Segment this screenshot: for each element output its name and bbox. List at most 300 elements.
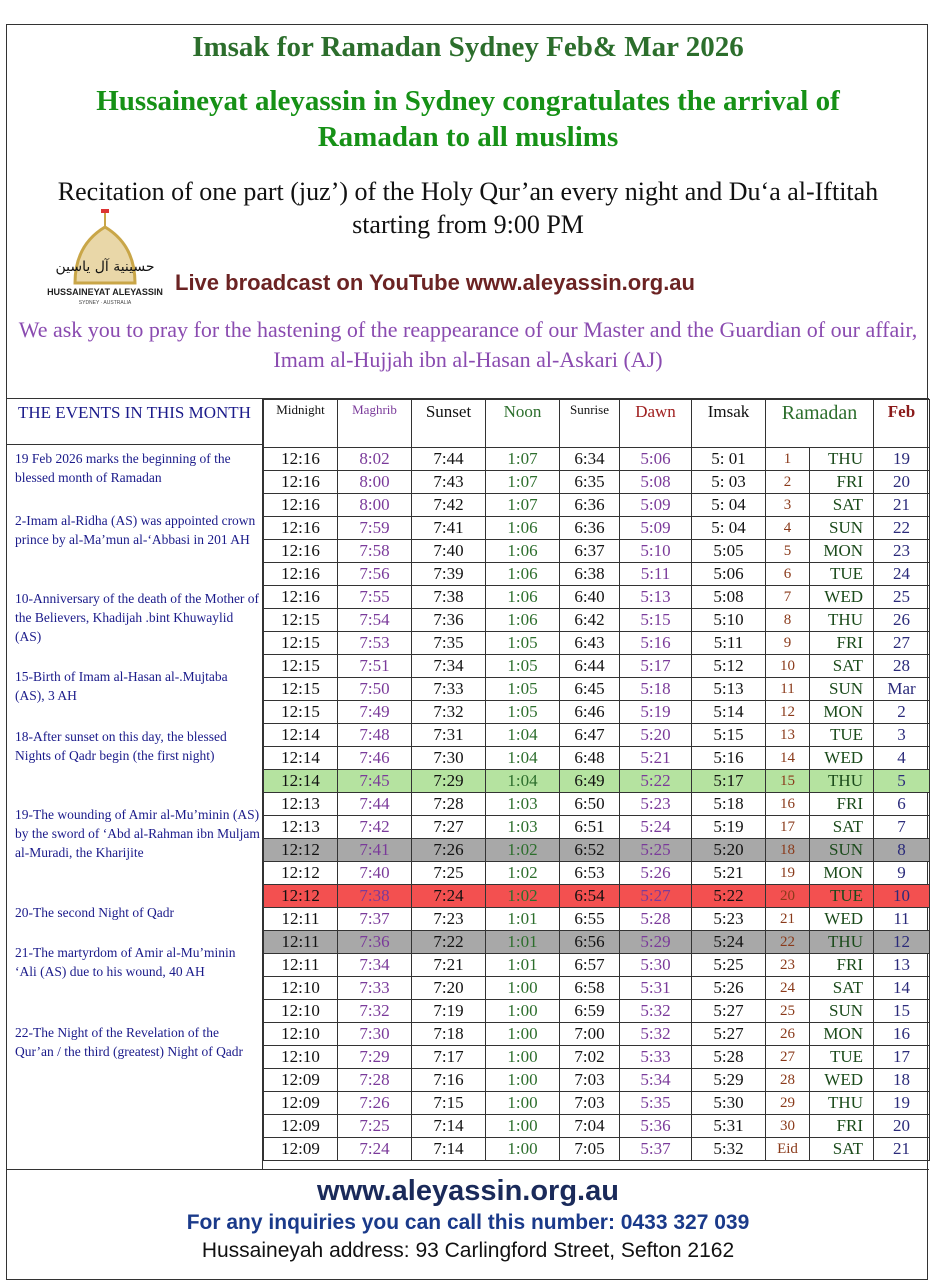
date-cell: 15 — [874, 1000, 930, 1023]
weekday-cell: TUE — [810, 563, 874, 586]
midnight-cell: 12:16 — [264, 517, 338, 540]
maghrib-cell: 7:54 — [338, 609, 412, 632]
noon-cell: 1:00 — [486, 1115, 560, 1138]
noon-cell: 1:05 — [486, 701, 560, 724]
date-cell: 8 — [874, 839, 930, 862]
table-row — [264, 1046, 930, 1069]
dawn-cell: 5:23 — [620, 793, 692, 816]
ramadan-day-cell: 7 — [766, 586, 810, 609]
table-row — [264, 586, 930, 609]
imsak-cell: 5:24 — [692, 931, 766, 954]
maghrib-cell: 7:49 — [338, 701, 412, 724]
sunrise-cell: 6:57 — [560, 954, 620, 977]
midnight-cell: 12:16 — [264, 563, 338, 586]
ramadan-day-cell: 1 — [766, 448, 810, 471]
noon-cell: 1:03 — [486, 816, 560, 839]
imsak-cell: 5:23 — [692, 908, 766, 931]
sunset-cell: 7:29 — [412, 770, 486, 793]
date-cell: 13 — [874, 954, 930, 977]
event-item: 21-The martyrdom of Amir al-Mu’minin ‘Ali (AS) due to his wound, 40 AH — [15, 945, 236, 979]
weekday-cell: MON — [810, 1023, 874, 1046]
header-sunrise: Sunrise — [560, 400, 620, 448]
table-body — [264, 448, 930, 1161]
imsak-cell: 5:16 — [692, 747, 766, 770]
maghrib-cell: 7:59 — [338, 517, 412, 540]
weekday-cell: SUN — [810, 839, 874, 862]
sunset-cell: 7:21 — [412, 954, 486, 977]
sunset-cell: 7:26 — [412, 839, 486, 862]
sunrise-cell: 6:59 — [560, 1000, 620, 1023]
sunset-cell: 7:39 — [412, 563, 486, 586]
date-cell: 19 — [874, 448, 930, 471]
sunrise-cell: 6:48 — [560, 747, 620, 770]
midnight-cell: 12:12 — [264, 885, 338, 908]
sunrise-cell: 6:43 — [560, 632, 620, 655]
noon-cell: 1:07 — [486, 448, 560, 471]
timetable-page — [6, 24, 928, 1280]
maghrib-cell: 7:32 — [338, 1000, 412, 1023]
sunset-cell: 7:14 — [412, 1138, 486, 1161]
sunset-cell: 7:18 — [412, 1023, 486, 1046]
midnight-cell: 12:11 — [264, 954, 338, 977]
midnight-cell: 12:16 — [264, 448, 338, 471]
dawn-cell: 5:36 — [620, 1115, 692, 1138]
sunrise-cell: 6:35 — [560, 471, 620, 494]
dawn-cell: 5:28 — [620, 908, 692, 931]
table-row — [264, 862, 930, 885]
event-item: 22-The Night of the Revelation of the Qur’an / the third (greatest) Night of Qadr — [15, 1025, 244, 1059]
ramadan-day-cell: 5 — [766, 540, 810, 563]
imsak-cell: 5:15 — [692, 724, 766, 747]
ramadan-day-cell: 19 — [766, 862, 810, 885]
imsak-cell: 5:27 — [692, 1000, 766, 1023]
sunset-cell: 7:25 — [412, 862, 486, 885]
midnight-cell: 12:09 — [264, 1069, 338, 1092]
dawn-cell: 5:26 — [620, 862, 692, 885]
weekday-cell: SUN — [810, 517, 874, 540]
maghrib-cell: 7:25 — [338, 1115, 412, 1138]
header-sunset: Sunset — [412, 400, 486, 448]
ramadan-day-cell: 9 — [766, 632, 810, 655]
noon-cell: 1:02 — [486, 885, 560, 908]
congratulations-text: Hussaineyat aleyassin in Sydney congratulates the arrival of Ramadan to all muslims — [96, 85, 840, 153]
ramadan-day-cell: 12 — [766, 701, 810, 724]
midnight-cell: 12:14 — [264, 747, 338, 770]
ramadan-day-cell: 8 — [766, 609, 810, 632]
date-cell: 23 — [874, 540, 930, 563]
table-row — [264, 701, 930, 724]
date-cell: 18 — [874, 1069, 930, 1092]
imsak-cell: 5:08 — [692, 586, 766, 609]
imsak-cell: 5:31 — [692, 1115, 766, 1138]
events-column — [7, 399, 263, 1169]
ramadan-day-cell: 3 — [766, 494, 810, 517]
sunrise-cell: 6:44 — [560, 655, 620, 678]
sunset-cell: 7:30 — [412, 747, 486, 770]
ramadan-day-cell: 29 — [766, 1092, 810, 1115]
date-cell: 7 — [874, 816, 930, 839]
table-row — [264, 632, 930, 655]
weekday-cell: SAT — [810, 655, 874, 678]
sunrise-cell: 6:46 — [560, 701, 620, 724]
logo-subtitle: SYDNEY · AUSTRALIA — [78, 300, 132, 305]
weekday-cell: THU — [810, 1092, 874, 1115]
ramadan-day-cell: 11 — [766, 678, 810, 701]
date-cell: 11 — [874, 908, 930, 931]
noon-cell: 1:02 — [486, 839, 560, 862]
imsak-cell: 5:05 — [692, 540, 766, 563]
noon-cell: 1:01 — [486, 931, 560, 954]
dawn-cell: 5:13 — [620, 586, 692, 609]
maghrib-cell: 7:36 — [338, 931, 412, 954]
midnight-cell: 12:10 — [264, 1046, 338, 1069]
weekday-cell: FRI — [810, 1115, 874, 1138]
maghrib-cell: 7:53 — [338, 632, 412, 655]
events-heading: THE EVENTS IN THIS MONTH — [7, 399, 262, 445]
header-feb: Feb — [874, 400, 930, 448]
weekday-cell: MON — [810, 862, 874, 885]
weekday-cell: TUE — [810, 885, 874, 908]
dawn-cell: 5:27 — [620, 885, 692, 908]
recitation-text: Recitation of one part (juz’) of the Holy Qur’an every night and Du‘a al-Iftitah starting from 9:00 PM — [57, 177, 879, 239]
date-cell: 17 — [874, 1046, 930, 1069]
maghrib-cell: 7:55 — [338, 586, 412, 609]
imsak-cell: 5:17 — [692, 770, 766, 793]
sunrise-cell: 6:45 — [560, 678, 620, 701]
weekday-cell: SUN — [810, 1000, 874, 1023]
midnight-cell: 12:15 — [264, 632, 338, 655]
noon-cell: 1:00 — [486, 1000, 560, 1023]
ramadan-day-cell: 15 — [766, 770, 810, 793]
imsak-cell: 5:26 — [692, 977, 766, 1000]
phone-text: For any inquiries you can call this number: 0433 327 039 — [186, 1211, 750, 1234]
date-cell: 25 — [874, 586, 930, 609]
midnight-cell: 12:16 — [264, 471, 338, 494]
maghrib-cell: 7:29 — [338, 1046, 412, 1069]
table-row — [264, 1115, 930, 1138]
noon-cell: 1:06 — [486, 517, 560, 540]
sunrise-cell: 6:51 — [560, 816, 620, 839]
dawn-cell: 5:32 — [620, 1000, 692, 1023]
weekday-cell: THU — [810, 448, 874, 471]
date-cell: 5 — [874, 770, 930, 793]
sunset-cell: 7:22 — [412, 931, 486, 954]
sunset-cell: 7:43 — [412, 471, 486, 494]
table-row — [264, 954, 930, 977]
table-row — [264, 563, 930, 586]
dawn-cell: 5:22 — [620, 770, 692, 793]
imsak-cell: 5: 04 — [692, 494, 766, 517]
sunrise-cell: 6:40 — [560, 586, 620, 609]
noon-cell: 1:02 — [486, 862, 560, 885]
dawn-cell: 5:33 — [620, 1046, 692, 1069]
sunset-cell: 7:14 — [412, 1115, 486, 1138]
noon-cell: 1:01 — [486, 908, 560, 931]
date-cell: 9 — [874, 862, 930, 885]
dawn-cell: 5:32 — [620, 1023, 692, 1046]
weekday-cell: THU — [810, 609, 874, 632]
header-dawn: Dawn — [620, 400, 692, 448]
sunrise-cell: 6:58 — [560, 977, 620, 1000]
maghrib-cell: 8:00 — [338, 494, 412, 517]
table-row — [264, 471, 930, 494]
noon-cell: 1:05 — [486, 678, 560, 701]
sunset-cell: 7:36 — [412, 609, 486, 632]
maghrib-cell: 8:02 — [338, 448, 412, 471]
sunset-cell: 7:31 — [412, 724, 486, 747]
maghrib-cell: 7:56 — [338, 563, 412, 586]
weekday-cell: THU — [810, 770, 874, 793]
weekday-cell: WED — [810, 1069, 874, 1092]
sunset-cell: 7:19 — [412, 1000, 486, 1023]
midnight-cell: 12:12 — [264, 862, 338, 885]
table-row — [264, 816, 930, 839]
ramadan-day-cell: 16 — [766, 793, 810, 816]
date-cell: 24 — [874, 563, 930, 586]
midnight-cell: 12:15 — [264, 701, 338, 724]
sunrise-cell: 6:55 — [560, 908, 620, 931]
noon-cell: 1:04 — [486, 724, 560, 747]
date-cell: 19 — [874, 1092, 930, 1115]
noon-cell: 1:00 — [486, 1023, 560, 1046]
ramadan-day-cell: 24 — [766, 977, 810, 1000]
midnight-cell: 12:10 — [264, 1023, 338, 1046]
imsak-cell: 5:11 — [692, 632, 766, 655]
dawn-cell: 5:09 — [620, 494, 692, 517]
ramadan-day-cell: 18 — [766, 839, 810, 862]
sunrise-cell: 7:02 — [560, 1046, 620, 1069]
maghrib-cell: 7:30 — [338, 1023, 412, 1046]
event-item: 19-The wounding of Amir al-Mu’minin (AS) by the sword of ‘Abd al-Rahman ibn Muljam al-Muradi, the Kharijite — [15, 807, 260, 860]
midnight-cell: 12:15 — [264, 655, 338, 678]
dawn-cell: 5:10 — [620, 540, 692, 563]
sunset-cell: 7:42 — [412, 494, 486, 517]
sunrise-cell: 6:34 — [560, 448, 620, 471]
table-row — [264, 977, 930, 1000]
weekday-cell: SAT — [810, 1138, 874, 1161]
weekday-cell: SAT — [810, 816, 874, 839]
dawn-cell: 5:30 — [620, 954, 692, 977]
ramadan-day-cell: 30 — [766, 1115, 810, 1138]
midnight-cell: 12:14 — [264, 770, 338, 793]
imsak-cell: 5:20 — [692, 839, 766, 862]
table-row — [264, 1069, 930, 1092]
dawn-cell: 5:08 — [620, 471, 692, 494]
event-item: 2-Imam al-Ridha (AS) was appointed crown prince by al-Ma’mun al-‘Abbasi in 201 AH — [15, 513, 256, 547]
maghrib-cell: 7:37 — [338, 908, 412, 931]
date-cell: 28 — [874, 655, 930, 678]
header-noon: Noon — [486, 400, 560, 448]
sunrise-cell: 6:36 — [560, 494, 620, 517]
dawn-cell: 5:19 — [620, 701, 692, 724]
ramadan-day-cell: 25 — [766, 1000, 810, 1023]
imsak-cell: 5:12 — [692, 655, 766, 678]
imsak-cell: 5:21 — [692, 862, 766, 885]
weekday-cell: MON — [810, 701, 874, 724]
table-row — [264, 1092, 930, 1115]
midnight-cell: 12:09 — [264, 1115, 338, 1138]
dawn-cell: 5:15 — [620, 609, 692, 632]
ramadan-day-cell: 13 — [766, 724, 810, 747]
website-link[interactable]: www.aleyassin.org.au — [317, 1175, 619, 1207]
noon-cell: 1:04 — [486, 747, 560, 770]
sunrise-cell: 6:54 — [560, 885, 620, 908]
maghrib-cell: 7:51 — [338, 655, 412, 678]
imsak-cell: 5:27 — [692, 1023, 766, 1046]
dawn-cell: 5:09 — [620, 517, 692, 540]
sunrise-cell: 6:38 — [560, 563, 620, 586]
sunrise-cell: 6:42 — [560, 609, 620, 632]
noon-cell: 1:00 — [486, 1046, 560, 1069]
date-cell: 22 — [874, 517, 930, 540]
maghrib-cell: 7:33 — [338, 977, 412, 1000]
noon-cell: 1:01 — [486, 954, 560, 977]
sunset-cell: 7:34 — [412, 655, 486, 678]
sunset-cell: 7:24 — [412, 885, 486, 908]
noon-cell: 1:05 — [486, 632, 560, 655]
midnight-cell: 12:09 — [264, 1138, 338, 1161]
table-row — [264, 1138, 930, 1161]
date-cell: 12 — [874, 931, 930, 954]
sunrise-cell: 7:05 — [560, 1138, 620, 1161]
sunset-cell: 7:16 — [412, 1069, 486, 1092]
table-row — [264, 770, 930, 793]
imsak-cell: 5:19 — [692, 816, 766, 839]
midnight-cell: 12:15 — [264, 609, 338, 632]
ramadan-day-cell: 17 — [766, 816, 810, 839]
dawn-cell: 5:29 — [620, 931, 692, 954]
weekday-cell: SAT — [810, 494, 874, 517]
dawn-cell: 5:31 — [620, 977, 692, 1000]
weekday-cell: WED — [810, 747, 874, 770]
sunrise-cell: 6:50 — [560, 793, 620, 816]
header-maghrib: Maghrib — [338, 400, 412, 448]
maghrib-cell: 7:44 — [338, 793, 412, 816]
sunset-cell: 7:44 — [412, 448, 486, 471]
dawn-cell: 5:11 — [620, 563, 692, 586]
noon-cell: 1:04 — [486, 770, 560, 793]
noon-cell: 1:06 — [486, 586, 560, 609]
weekday-cell: WED — [810, 908, 874, 931]
noon-cell: 1:07 — [486, 471, 560, 494]
date-cell: 3 — [874, 724, 930, 747]
dawn-cell: 5:34 — [620, 1069, 692, 1092]
page-title: Imsak for Ramadan Sydney Feb& Mar 2026 — [192, 31, 744, 63]
sunset-cell: 7:20 — [412, 977, 486, 1000]
date-cell: 4 — [874, 747, 930, 770]
imsak-cell: 5: 03 — [692, 471, 766, 494]
ramadan-day-cell: 26 — [766, 1023, 810, 1046]
dawn-cell: 5:17 — [620, 655, 692, 678]
date-cell: 20 — [874, 1115, 930, 1138]
event-item: 10-Anniversary of the death of the Mother of the Believers, Khadijah .bint Khuwaylid (AS) — [15, 591, 260, 644]
event-item: 15-Birth of Imam al-Hasan al-.Mujtaba (AS), 3 AH — [15, 669, 228, 703]
date-cell: Mar — [874, 678, 930, 701]
noon-cell: 1:05 — [486, 655, 560, 678]
ramadan-day-cell: 23 — [766, 954, 810, 977]
maghrib-cell: 7:50 — [338, 678, 412, 701]
noon-cell: 1:06 — [486, 540, 560, 563]
header-imsak: Imsak — [692, 400, 766, 448]
noon-cell: 1:00 — [486, 1069, 560, 1092]
midnight-cell: 12:14 — [264, 724, 338, 747]
midnight-cell: 12:10 — [264, 1000, 338, 1023]
imsak-cell: 5:13 — [692, 678, 766, 701]
table-row — [264, 931, 930, 954]
table-row — [264, 724, 930, 747]
table-row — [264, 540, 930, 563]
midnight-cell: 12:13 — [264, 793, 338, 816]
imsak-cell: 5: 04 — [692, 517, 766, 540]
imsak-cell: 5:25 — [692, 954, 766, 977]
weekday-cell: MON — [810, 540, 874, 563]
sunset-cell: 7:40 — [412, 540, 486, 563]
dawn-cell: 5:06 — [620, 448, 692, 471]
table-row — [264, 908, 930, 931]
event-item: 18-After sunset on this day, the blessed Nights of Qadr begin (the first night) — [15, 729, 227, 763]
sunset-cell: 7:17 — [412, 1046, 486, 1069]
imsak-cell: 5:14 — [692, 701, 766, 724]
logo-arabic-text: حسينية آل ياسين — [55, 259, 155, 275]
midnight-cell: 12:13 — [264, 816, 338, 839]
maghrib-cell: 7:24 — [338, 1138, 412, 1161]
table-row — [264, 655, 930, 678]
dawn-cell: 5:18 — [620, 678, 692, 701]
noon-cell: 1:00 — [486, 977, 560, 1000]
maghrib-cell: 7:46 — [338, 747, 412, 770]
sunset-cell: 7:33 — [412, 678, 486, 701]
event-item: 19 Feb 2026 marks the beginning of the blessed month of Ramadan — [15, 451, 231, 485]
sunset-cell: 7:38 — [412, 586, 486, 609]
maghrib-cell: 7:28 — [338, 1069, 412, 1092]
dawn-cell: 5:20 — [620, 724, 692, 747]
sunrise-cell: 6:36 — [560, 517, 620, 540]
live-broadcast-text: Live broadcast on YouTube www.aleyassin.org.au — [175, 270, 695, 295]
logo-name: HUSSAINEYAT ALEYASSIN — [47, 287, 163, 297]
prayer-request-text: We ask you to pray for the hastening of the reappearance of our Master and the Guardian of our affair, Imam al-Hujjah ibn al-Hasan al-Askari (AJ) — [18, 317, 918, 372]
sunrise-cell: 6:56 — [560, 931, 620, 954]
weekday-cell: SUN — [810, 678, 874, 701]
address-text: Hussaineyah address: 93 Carlingford Street, Sefton 2162 — [201, 1239, 735, 1262]
imsak-cell: 5:29 — [692, 1069, 766, 1092]
date-cell: 16 — [874, 1023, 930, 1046]
table-row — [264, 1000, 930, 1023]
sunrise-cell: 7:03 — [560, 1069, 620, 1092]
ramadan-day-cell: 14 — [766, 747, 810, 770]
midnight-cell: 12:10 — [264, 977, 338, 1000]
sunset-cell: 7:27 — [412, 816, 486, 839]
maghrib-cell: 8:00 — [338, 471, 412, 494]
dawn-cell: 5:35 — [620, 1092, 692, 1115]
midnight-cell: 12:16 — [264, 494, 338, 517]
header-ramadan: Ramadan — [766, 400, 874, 448]
footer-divider — [7, 1169, 929, 1170]
ramadan-day-cell: 2 — [766, 471, 810, 494]
imsak-cell: 5:28 — [692, 1046, 766, 1069]
ramadan-day-cell: 27 — [766, 1046, 810, 1069]
sunset-cell: 7:41 — [412, 517, 486, 540]
imsak-cell: 5:22 — [692, 885, 766, 908]
sunset-cell: 7:32 — [412, 701, 486, 724]
noon-cell: 1:06 — [486, 563, 560, 586]
ramadan-day-cell: 22 — [766, 931, 810, 954]
midnight-cell: 12:15 — [264, 678, 338, 701]
maghrib-cell: 7:40 — [338, 862, 412, 885]
header-midnight: Midnight — [264, 400, 338, 448]
weekday-cell: FRI — [810, 793, 874, 816]
midnight-cell: 12:16 — [264, 586, 338, 609]
maghrib-cell: 7:45 — [338, 770, 412, 793]
